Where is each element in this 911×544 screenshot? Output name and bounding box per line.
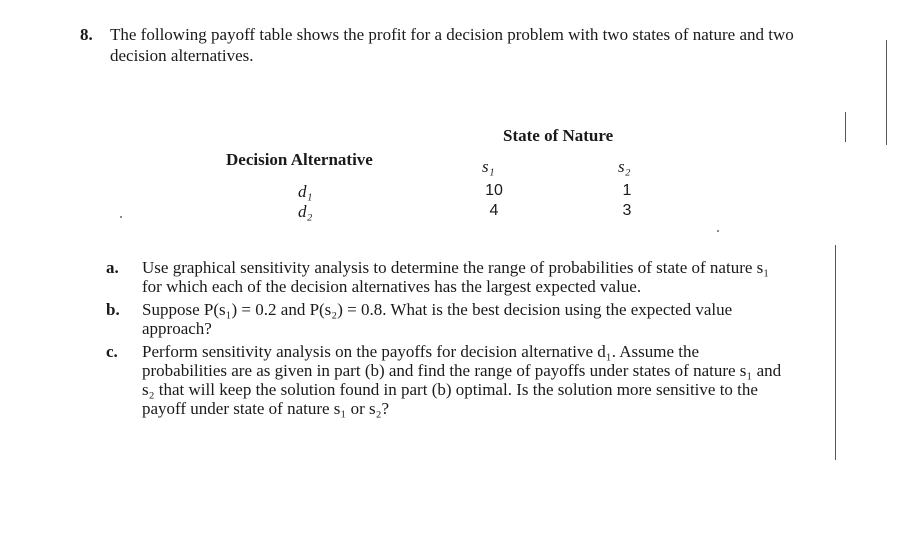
part-letter: a. bbox=[106, 258, 119, 277]
payoff-table bbox=[0, 0, 911, 260]
scan-edge-line bbox=[835, 245, 836, 460]
column-header-s2: s₂ bbox=[618, 157, 631, 176]
payoff-d2-s1: 4 bbox=[489, 202, 499, 219]
part-letter: b. bbox=[106, 300, 120, 319]
scan-speck bbox=[717, 230, 719, 232]
column-header-s1: s₁ bbox=[482, 157, 495, 176]
part-a bbox=[106, 258, 786, 296]
part-text: Use graphical sensitivity analysis to determine the range of probabilities of state of nature s₁ for which each of the decision alternatives has the largest expected value. bbox=[142, 258, 770, 296]
scan-edge-line bbox=[886, 40, 887, 145]
part-c bbox=[106, 342, 786, 418]
part-letter: c. bbox=[106, 342, 118, 361]
decision-alternative-header: Decision Alternative bbox=[226, 150, 373, 169]
scan-edge-line bbox=[845, 112, 846, 142]
payoff-d1-s1: 10 bbox=[485, 182, 503, 199]
row-label-d1: d₁ bbox=[298, 182, 313, 201]
part-text: Perform sensitivity analysis on the payoffs for decision alternative d₁. Assume the probabilities are as given in part (b) and find the range of payoffs under states of nature s₁ and s₂ that will keep the solution found in part (b) optimal. Is the solution more sensitive to the payoff under state of nature s₁ or s₂? bbox=[142, 342, 782, 418]
part-text: Suppose P(s₁) = 0.2 and P(s₂) = 0.8. What is the best decision using the expected value approach? bbox=[142, 300, 733, 338]
payoff-d2-s2: 3 bbox=[622, 202, 632, 219]
problem-parts bbox=[106, 258, 786, 422]
problem-intro: The following payoff table shows the profit for a decision problem with two states of nature and two decision alternatives. bbox=[110, 25, 794, 65]
payoff-d1-s2: 1 bbox=[622, 182, 632, 199]
problem-number: 8. bbox=[80, 25, 93, 44]
row-label-d2: d₂ bbox=[298, 202, 313, 221]
scan-speck bbox=[120, 216, 122, 218]
part-b bbox=[106, 300, 786, 338]
state-of-nature-header: State of Nature bbox=[503, 126, 614, 145]
